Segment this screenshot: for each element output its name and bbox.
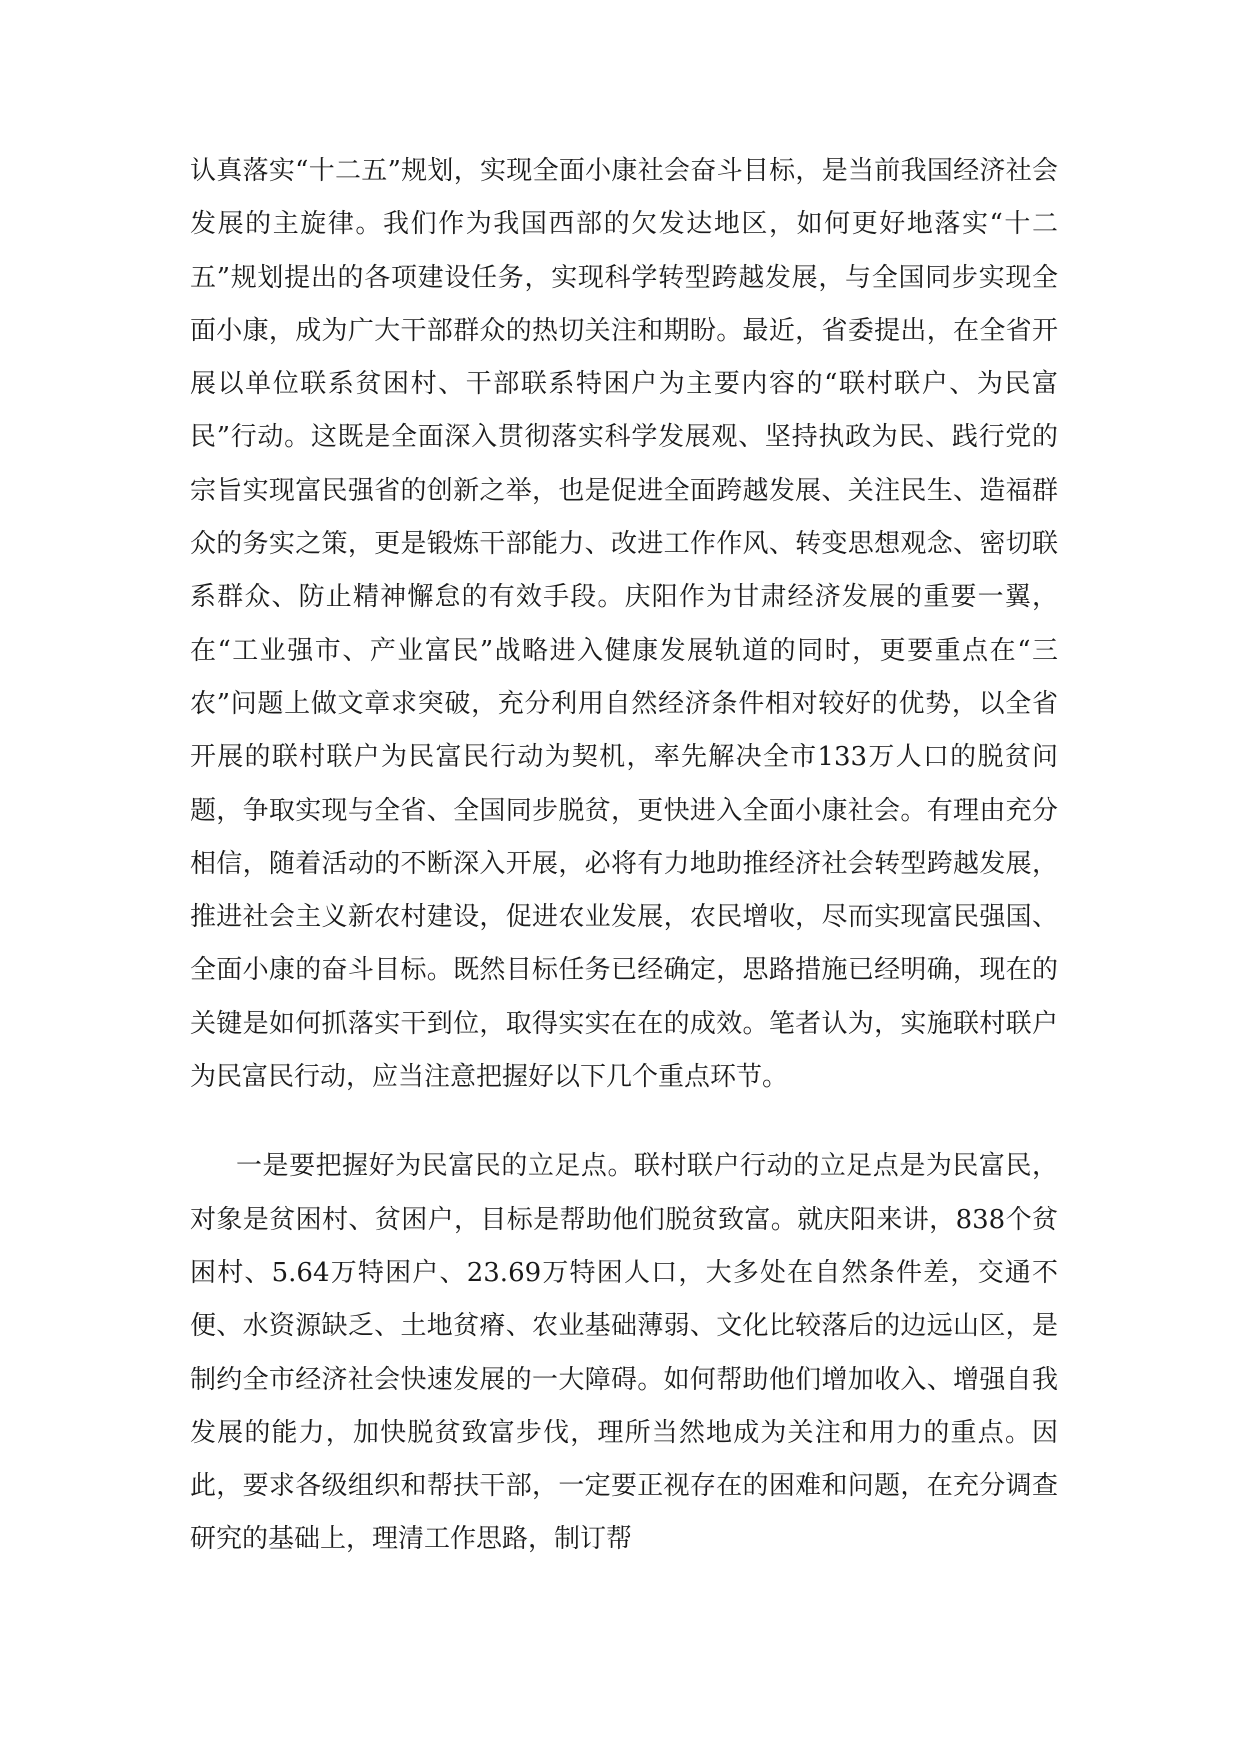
paragraph-1: 认真落实“十二五”规划，实现全面小康社会奋斗目标，是当前我国经济社会发展的主旋律。我们作为我国西部的欠发达地区，如何更好地落实“十二五”规划提出的各项建设任务，实现科学转型跨越发展，与全国同步实现全面小康，成为广大干部群众的热切关注和期盼。最近，省委提出，在全省开展以单位联系贫困村、干部联系特困户为主要内容的“联村联户、为民富民”行动。这既是全面深入贯彻落实科学发展观、坚持执政为民、践行党的宗旨实现富民强省的创新之举，也是促进全面跨越发展、关注民生、造福群众的务实之策，更是锻炼干部能力、改进工作作风、转变思想观念、密切联系群众、防止精神懈怠的有效手段。庆阳作为甘肃经济发展的重要一翼，在“工业强市、产业富民”战略进入健康发展轨道的同时，更要重点在“三农”问题上做文章求突破，充分利用自然经济条件相对较好的优势，以全省开展的联村联户为民富民行动为契机，率先解决全市133万人口的脱贫问题，争取实现与全省、全国同步脱贫，更快进入全面小康社会。有理由充分相信，随着活动的不断深入开展，必将有力地助推经济社会转型跨越发展，推进社会主义新农村建设，促进农业发展，农民增收，尽而实现富民强国、全面小康的奋斗目标。既然目标任务已经确定，思路措施已经明确，现在的关键是如何抓落实干到位，取得实实在在的成效。笔者认为，实施联村联户为民富民行动，应当注意把握好以下几个重点环节。	[190, 156, 1058, 1093]
paragraph-2: 一是要把握好为民富民的立足点。联村联户行动的立足点是为民富民，对象是贫困村、贫困户，目标是帮助他们脱贫致富。就庆阳来讲，838个贫困村、5.64万特困户、23.69万特困人口，大多处在自然条件差，交通不便、水资源缺乏、土地贫瘠、农业基础薄弱、文化比较落后的边远山区，是制约全市经济社会快速发展的一大障碍。如何帮助他们增加收入、增强自我发展的能力，加快脱贫致富步伐，理所当然地成为关注和用力的重点。因此，要求各级组织和帮扶干部，一定要正视存在的困难和问题，在充分调查研究的基础上，理清工作思路，制订帮	[190, 1151, 1058, 1555]
document-body	[190, 145, 1058, 1567]
